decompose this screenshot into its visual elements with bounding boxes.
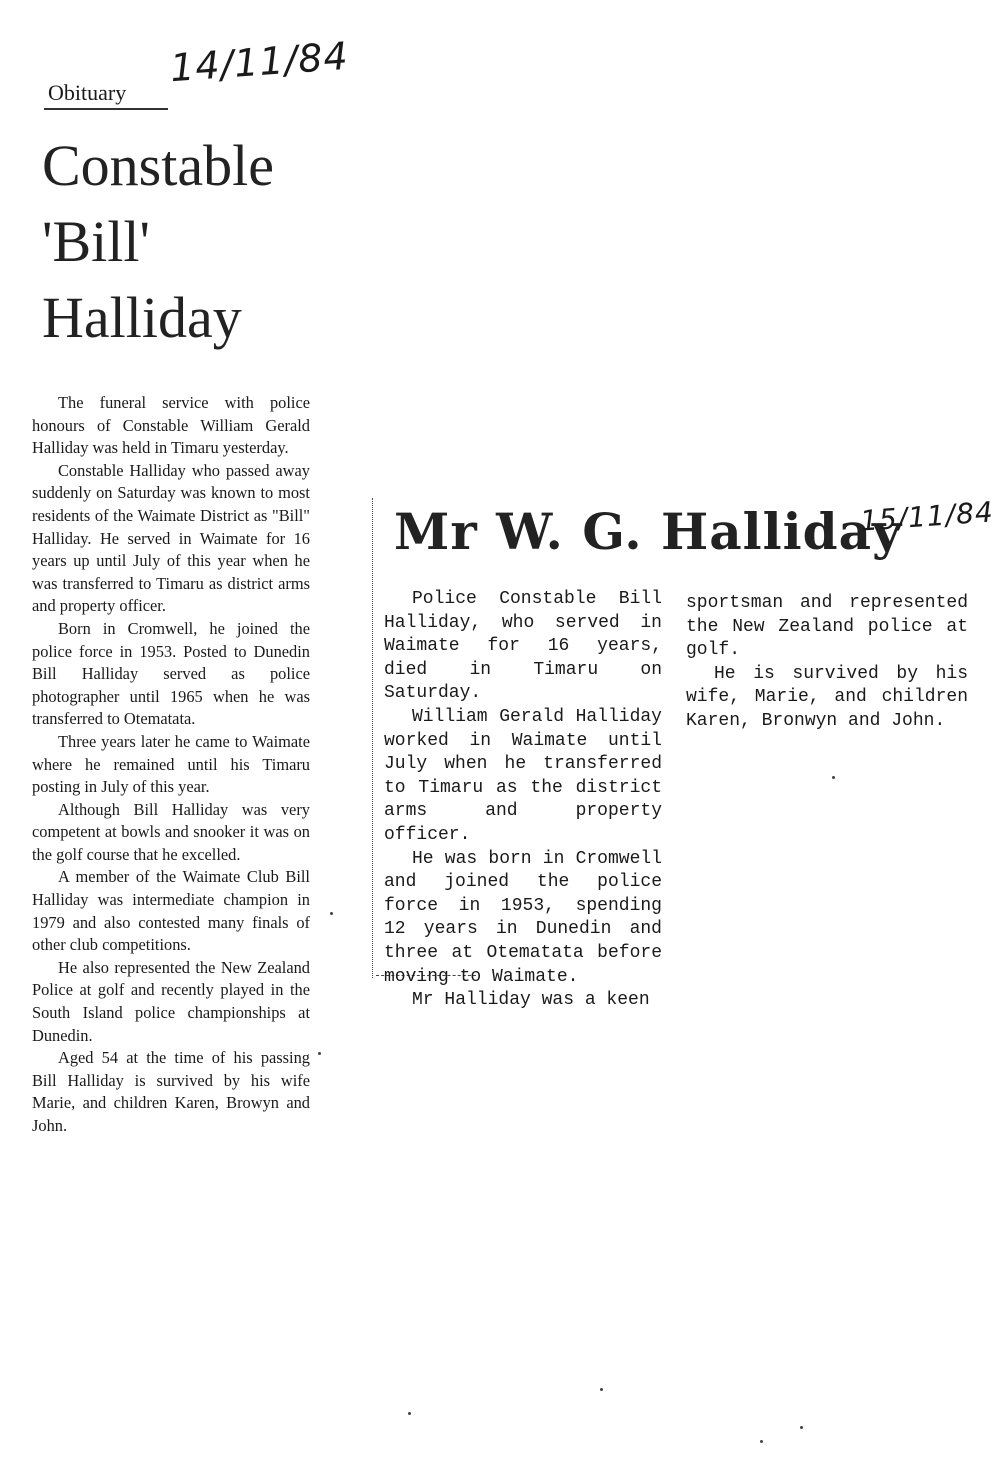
clipping-column bbox=[686, 592, 968, 734]
paragraph: Although Bill Halliday was very competent at bowls and snooker it was on the golf course that he excelled. bbox=[32, 799, 310, 864]
paragraph: Police Constable Bill Halliday, who served in Waimate for 16 years, died in Timaru on Saturday. bbox=[384, 589, 662, 704]
clipping-column bbox=[384, 588, 662, 1013]
scan-speck bbox=[600, 1388, 603, 1391]
scan-speck bbox=[318, 1052, 321, 1055]
obituary-body bbox=[32, 392, 310, 1138]
handwritten-date: 14/11/84 bbox=[168, 33, 350, 91]
scan-speck bbox=[760, 1440, 763, 1443]
scan-speck bbox=[832, 776, 835, 779]
paragraph: Born in Cromwell, he joined the police force in 1953. Posted to Dunedin Bill Halliday served as police photographer until 1965 when he was transferred to Otematata. bbox=[32, 618, 310, 729]
handwritten-date: 15/11/84 bbox=[859, 495, 995, 538]
paragraph: Mr Halliday was a keen bbox=[412, 990, 650, 1011]
clipping-headline: Mr W. G. Halliday bbox=[394, 502, 903, 561]
paragraph: A member of the Waimate Club Bill Halliday was intermediate champion in 1979 and also contested many finals of other club competitions. bbox=[32, 867, 310, 955]
paragraph: sportsman and represented the New Zealand police at golf. bbox=[686, 593, 968, 661]
paragraph: The funeral service with police honours of Constable William Gerald Halliday was held in Timaru yesterday. bbox=[32, 393, 310, 458]
clipping-border bbox=[372, 498, 373, 978]
paragraph: William Gerald Halliday worked in Waimate until July when he transferred to Timaru as the district arms and property officer. bbox=[384, 706, 662, 845]
paragraph: Three years later he came to Waimate where he remained until his Timaru posting in July of this year. bbox=[32, 731, 310, 797]
paragraph: Constable Halliday who passed away suddenly on Saturday was known to most residents of the Waimate District as "Bill" Halliday. He served in Waimate for 16 years up until July of this year when he was transferred to Timaru as district arms and property officer. bbox=[32, 460, 310, 616]
obituary-headline: Constable 'Bill' Halliday bbox=[42, 133, 274, 350]
scan-speck bbox=[408, 1412, 411, 1415]
paragraph: He was born in Cromwell and joined the police force in 1953, spending 12 years in Dunedin and three at Otematata before moving to Waimate. bbox=[384, 848, 662, 987]
section-label: Obituary bbox=[48, 80, 127, 105]
paragraph: Aged 54 at the time of his passing Bill Halliday is survived by his wife Marie, and children Karen, Browyn and John. bbox=[32, 1048, 310, 1135]
section-underline bbox=[44, 108, 168, 110]
scan-speck bbox=[800, 1426, 803, 1429]
paragraph: He is survived by his wife, Marie, and children Karen, Bronwyn and John. bbox=[686, 663, 968, 731]
paragraph: He also represented the New Zealand Police at golf and recently played in the South Island police championships at Dunedin. bbox=[32, 957, 310, 1045]
scan-speck bbox=[330, 912, 333, 915]
